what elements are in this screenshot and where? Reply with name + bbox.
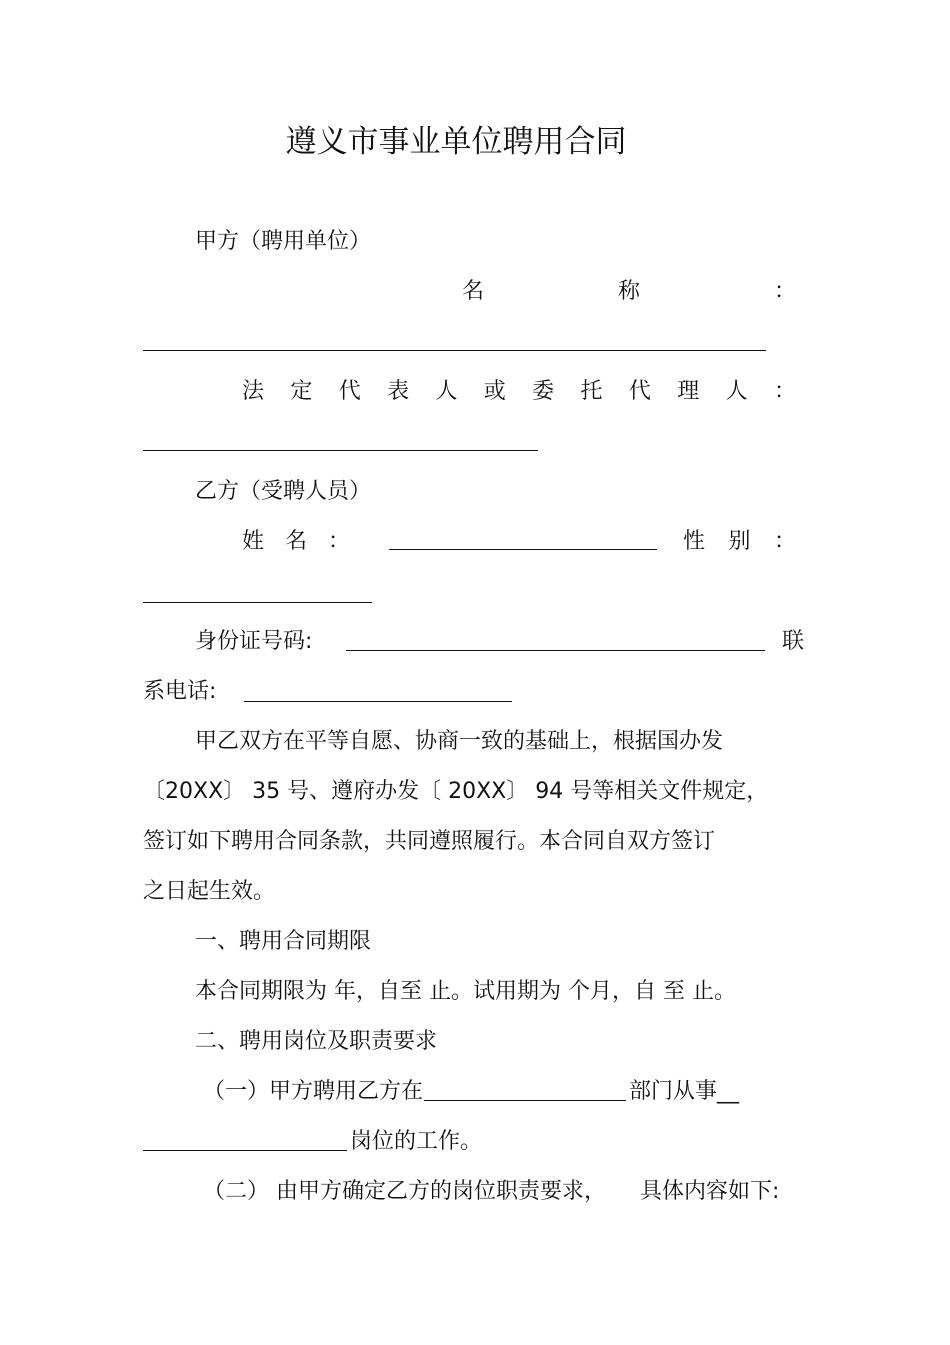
section2-item2-b: 具体内容如下: — [640, 1179, 780, 1204]
label-char: ： — [327, 529, 350, 554]
position-field[interactable] — [143, 1150, 347, 1151]
label-char: 理 — [677, 379, 700, 404]
label-char: 表 — [387, 379, 410, 404]
label-char: 定 — [290, 379, 313, 404]
party-b-gender-label — [683, 528, 796, 556]
label-char: 或 — [483, 379, 506, 404]
phone-label-part1: 联 — [782, 629, 805, 654]
label-char: 别 — [728, 529, 751, 554]
label-char: 性 — [683, 529, 706, 554]
section2-item1-suffix: 岗位的工作。 — [350, 1129, 483, 1154]
preamble-line: 签订如下聘用合同条款，共同遵照履行。本合同自双方签订 — [143, 829, 716, 854]
label-char: ： — [773, 529, 796, 554]
label-char: 法 — [242, 379, 265, 404]
party-b-name-label — [242, 528, 350, 556]
department-field[interactable] — [424, 1100, 626, 1101]
section2-item1-middle: 部门从事__ — [629, 1079, 740, 1104]
preamble-line: 之日起生效。 — [143, 879, 276, 904]
party-b-gender-field[interactable] — [143, 602, 372, 603]
preamble-line: 甲乙双方在平等自愿、协商一致的基础上，根据国办发 — [195, 729, 724, 754]
section2-heading: 二、聘用岗位及职责要求 — [195, 1029, 438, 1054]
id-number-label: 身份证号码: — [195, 629, 313, 654]
party-a-representative-label — [242, 378, 796, 406]
section1-text: 本合同期限为 年，自至 止。试用期为 个月，自 至 止。 — [195, 979, 736, 1004]
party-b-heading: 乙方（受聘人员） — [195, 479, 372, 504]
label-char: ： — [773, 379, 796, 404]
party-a-heading: 甲方（聘用单位） — [195, 229, 372, 254]
label-char: 委 — [532, 379, 555, 404]
label-char: 人 — [725, 379, 748, 404]
contract-title: 遵义市事业单位聘用合同 — [285, 124, 627, 160]
section2-item1-prefix: （一）甲方聘用乙方在 — [203, 1079, 424, 1104]
label-char: ： — [773, 279, 796, 304]
section2-item2-a: （二） 由甲方确定乙方的岗位职责要求， — [203, 1179, 606, 1204]
party-b-name-field[interactable] — [389, 549, 657, 550]
id-number-field[interactable] — [346, 650, 765, 651]
label-char: 人 — [435, 379, 458, 404]
phone-label-part2: 系电话: — [143, 679, 217, 704]
party-a-name-label — [462, 278, 796, 306]
label-char: 托 — [580, 379, 603, 404]
section1-heading: 一、聘用合同期限 — [195, 929, 372, 954]
label-char: 姓 — [242, 529, 265, 554]
party-a-representative-field[interactable] — [143, 450, 538, 451]
preamble-line: 〔20XX〕 35 号、遵府办发〔 20XX〕 94 号等相关文件规定， — [143, 779, 769, 804]
label-char: 代 — [628, 379, 651, 404]
label-char: 称 — [617, 279, 640, 304]
party-a-name-field[interactable] — [143, 350, 766, 351]
label-char: 代 — [338, 379, 361, 404]
label-char: 名 — [462, 279, 485, 304]
phone-field[interactable] — [244, 701, 512, 702]
label-char: 名 — [284, 529, 307, 554]
